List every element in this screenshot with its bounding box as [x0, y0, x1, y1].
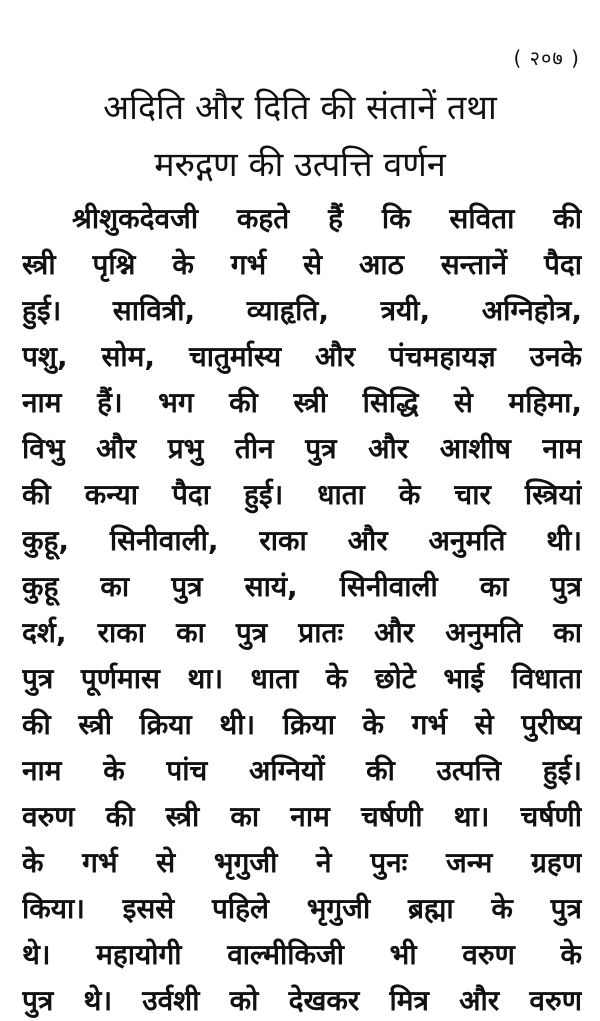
chapter-title-line-1: अदिति और दिति की संतानें तथा	[103, 88, 497, 128]
text-line: वरुण की स्त्री का नाम चर्षणी था। चर्षणी	[22, 800, 582, 833]
text-line: पुत्र थे। उर्वशी को देखकर मित्र और वरुण	[22, 984, 582, 1017]
text-line: की कन्या पैदा हुई। धाता के चार स्त्रियां	[22, 478, 582, 511]
text-line: पशु, सोम, चातुर्मास्य और पंचमहायज्ञ उनके	[22, 340, 582, 373]
text-line: नाम के पांच अग्नियों की उत्पत्ति हुई।	[22, 754, 582, 787]
text-line: की स्त्री क्रिया थी। क्रिया के गर्भ से पुरीष्य	[22, 708, 582, 741]
text-line: कुहू, सिनीवाली, राका और अनुमति थी।	[22, 524, 582, 557]
text-line: दर्श, राका का पुत्र प्रातः और अनुमति का	[22, 616, 582, 649]
text-line: श्रीशुकदेवजी कहते हैं कि सविता की	[72, 202, 582, 235]
text-line: विभु और प्रभु तीन पुत्र और आशीष नाम	[22, 432, 582, 465]
body-paragraph	[22, 196, 582, 1021]
chapter-title-line-2: मरुद्गण की उत्पत्ति वर्णन	[154, 145, 446, 185]
text-line: थे। महायोगी वाल्मीकिजी भी वरुण के	[22, 938, 582, 971]
text-line: के गर्भ से भृगुजी ने पुनः जन्म ग्रहण	[22, 846, 582, 879]
text-line: स्त्री पृश्नि के गर्भ से आठ सन्तानें पैदा	[22, 248, 582, 281]
text-line: किया। इससे पहिले भृगुजी ब्रह्मा के पुत्र	[22, 892, 582, 925]
text-line: पुत्र पूर्णमास था। धाता के छोटे भाई विधाता	[22, 662, 582, 695]
page-number: ( २०७ )	[513, 46, 580, 70]
text-line: नाम हैं। भग की स्त्री सिद्धि से महिमा,	[22, 386, 582, 419]
text-line: हुई। सावित्री, व्याहृति, त्रयी, अग्निहोत्र,	[22, 294, 582, 327]
text-line: कुहू का पुत्र सायं, सिनीवाली का पुत्र	[22, 570, 582, 603]
